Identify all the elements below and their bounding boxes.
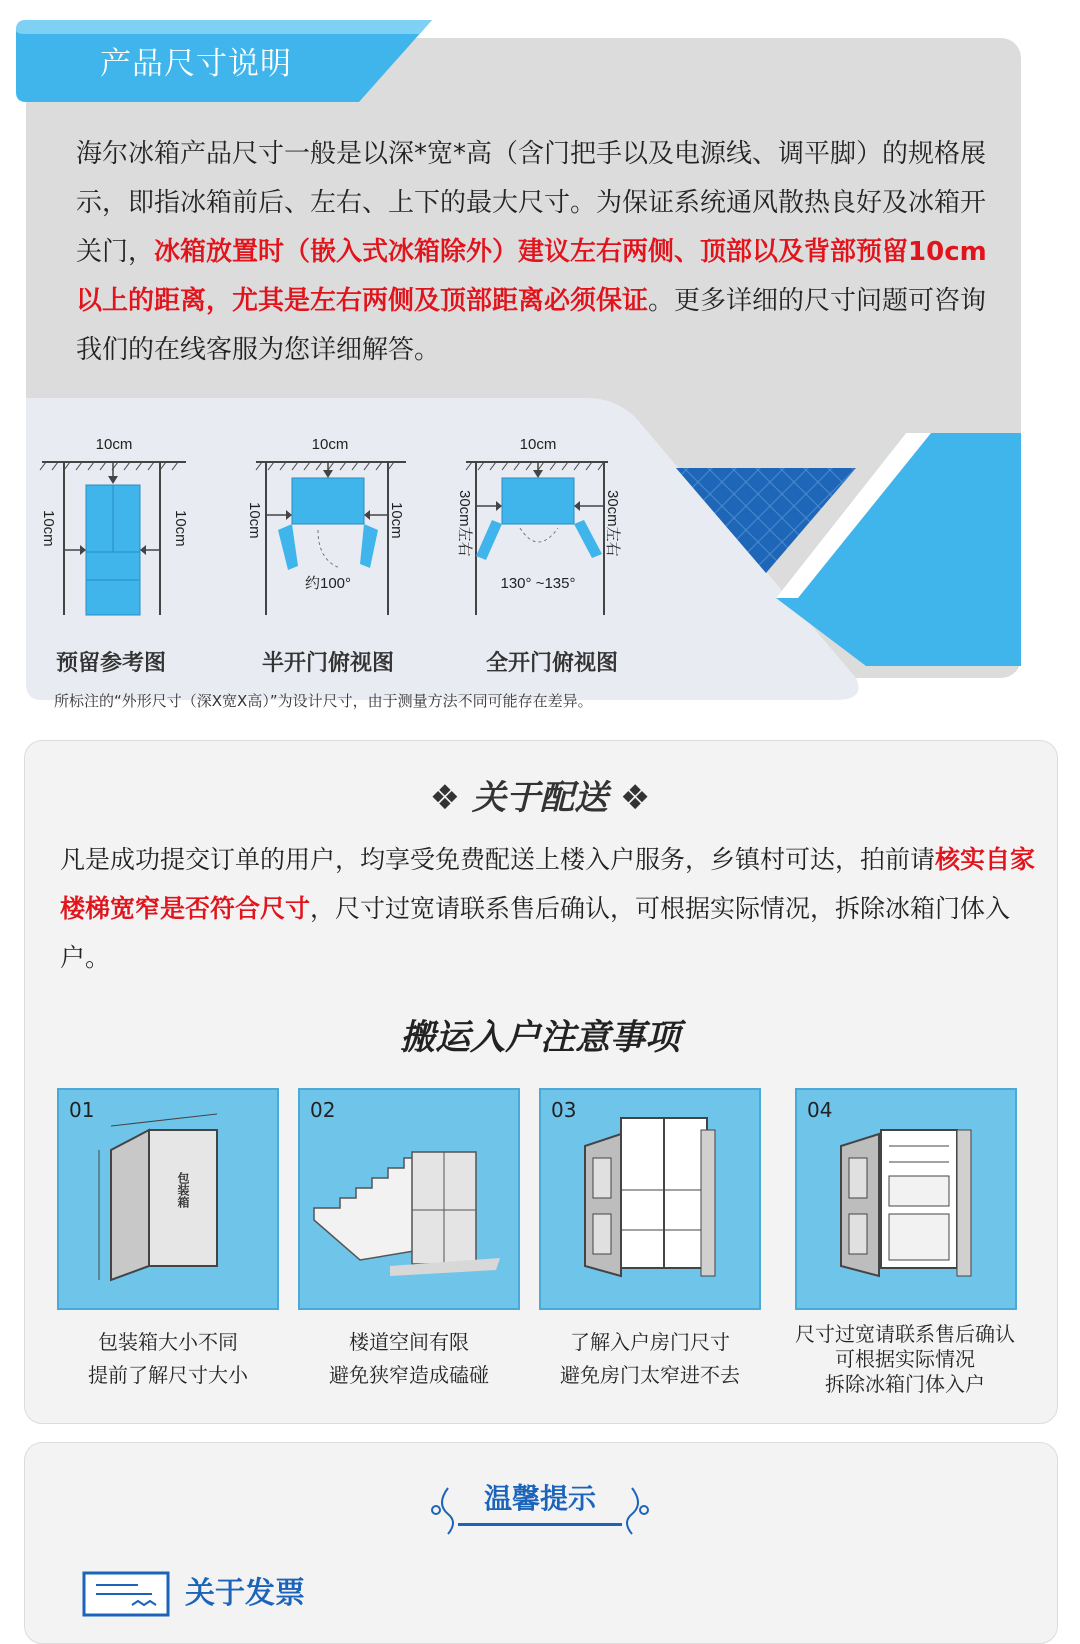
diagram-caption: 全开门俯视图 <box>486 651 619 676</box>
card-caption <box>48 1326 288 1392</box>
moving-note-card <box>57 1088 279 1310</box>
diamond-icon: ❖ <box>429 778 472 818</box>
clearance-reference-diagram <box>36 436 196 630</box>
delivery-description-text <box>60 835 1040 982</box>
tips-section <box>24 1442 1058 1644</box>
top-clearance-label: 10cm <box>519 436 557 453</box>
caption-line: 可根据实际情况 <box>835 1347 975 1371</box>
invoice-title: 关于发票 <box>185 1576 305 1611</box>
caption-line: 了解入户房门尺寸 <box>570 1330 730 1354</box>
box-label: 包装箱 <box>176 1172 190 1208</box>
staircase-icon <box>300 1090 518 1308</box>
caption-line: 提前了解尺寸大小 <box>88 1363 248 1387</box>
text-part: 。更多详细的尺寸问题可咨询我们的在线客服为您详细解答。 <box>76 286 987 365</box>
caption-line: 楼道空间有限 <box>349 1330 469 1354</box>
card-caption <box>530 1326 770 1392</box>
diagram-caption: 预留参考图 <box>56 651 167 676</box>
diamond-icon: ❖ <box>608 778 651 818</box>
right-clearance-label: 30cm左右 <box>604 490 621 557</box>
caption-line: 避免狭窄造成磕碰 <box>329 1363 489 1387</box>
invoice-icon <box>82 1567 172 1617</box>
left-clearance-label: 10cm <box>40 510 57 547</box>
package-box-icon <box>59 1090 277 1308</box>
card-caption <box>289 1326 529 1392</box>
caption-line: 拆除冰箱门体入户 <box>825 1372 985 1396</box>
diagram-caption: 半开门俯视图 <box>262 651 395 676</box>
size-disclaimer-note: 所标注的“外形尺寸（深X宽X高）”为设计尺寸，由于测量方法不同可能存在差异。 <box>54 692 593 710</box>
caption-line: 尺寸过宽请联系售后确认 <box>795 1322 1015 1346</box>
door-angle-label: 约100° <box>304 575 352 592</box>
size-description-text <box>76 130 1006 375</box>
full-open-door-diagram <box>456 436 638 630</box>
card-number: 01 <box>69 1098 95 1122</box>
top-clearance-label: 10cm <box>311 436 349 453</box>
text-part: ，尺寸过宽请联系售后确认，可根据实际情况，拆除冰箱门体入户。 <box>60 894 1011 972</box>
left-clearance-label: 10cm <box>246 502 263 539</box>
text-part: 海尔冰箱产品尺寸一般是以深*宽*高（含门把手以及电源线、调平脚）的规格展示，即指冰箱前后、左右、上下的最大尺寸。为保证系统通风散热良好及冰箱开关门， <box>76 139 987 267</box>
tips-title: 温馨提示 <box>483 1482 596 1515</box>
text-part: 凡是成功提交订单的用户，均享受免费配送上楼入户服务，乡镇村可达，拍前请 <box>60 845 936 874</box>
right-clearance-label: 10cm <box>388 502 405 539</box>
card-number: 04 <box>807 1098 833 1122</box>
door-fridge-icon <box>541 1090 759 1308</box>
card-number: 03 <box>551 1098 577 1122</box>
left-clearance-label: 30cm左右 <box>456 490 473 557</box>
card-caption <box>780 1322 1030 1397</box>
caption-line: 包装箱大小不同 <box>98 1330 238 1354</box>
door-removed-fridge-icon <box>797 1090 1015 1308</box>
moving-note-card <box>539 1088 761 1310</box>
delivery-title <box>0 770 1080 819</box>
moving-note-card <box>298 1088 520 1310</box>
moving-note-card <box>795 1088 1017 1310</box>
half-open-door-diagram <box>246 436 418 630</box>
caption-line: 避免房门太窄进不去 <box>560 1363 740 1387</box>
door-angle-label: 130° ~135° <box>500 575 576 592</box>
moving-notes-title: 搬运入户注意事项 <box>399 1018 680 1058</box>
warning-text: 核实自家楼梯宽窄是否符合尺寸 <box>60 845 1036 923</box>
top-clearance-label: 10cm <box>95 436 133 453</box>
right-clearance-label: 10cm <box>172 510 189 547</box>
warning-text: 冰箱放置时（嵌入式冰箱除外）建议左右两侧、顶部以及背部预留10cm以上的距离，尤其是左右两侧及顶部距离必须保证 <box>76 237 987 316</box>
delivery-title-text: 关于配送 <box>472 778 608 818</box>
section-title: 产品尺寸说明 <box>100 46 292 82</box>
card-number: 02 <box>310 1098 336 1122</box>
